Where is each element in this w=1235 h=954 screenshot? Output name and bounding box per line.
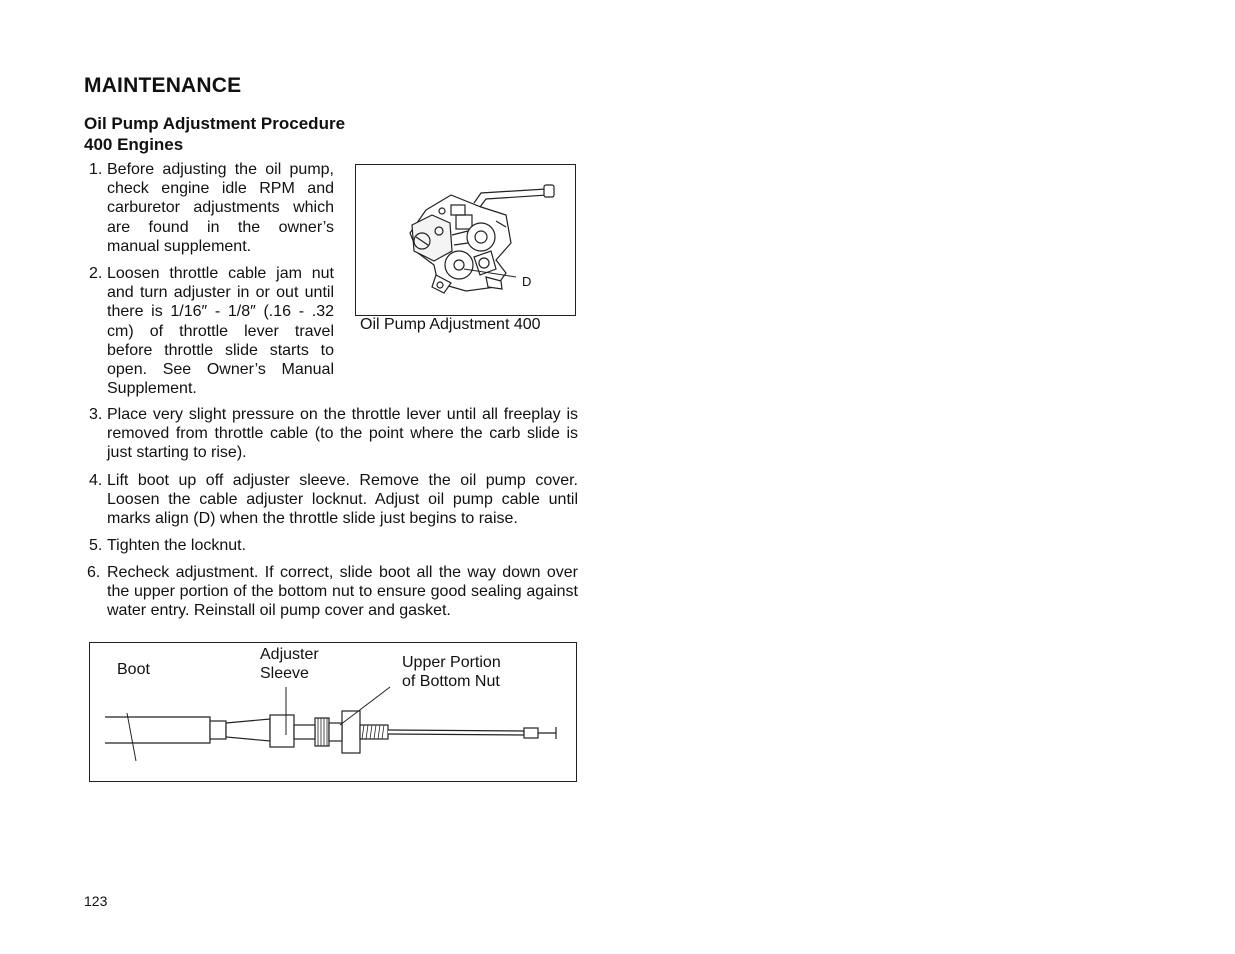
step-2: [89, 264, 334, 398]
step-text: Loosen throttle cable jam nut and turn adjuster in or out until there is 1/16″ - 1/8″ (.16 - .32 cm) of throttle lever travel before throttle slide starts to open. See Owner’s Manual Supplement.: [107, 265, 334, 398]
label-upper-line2: of Bottom Nut: [402, 673, 500, 690]
section-title: MAINTENANCE: [84, 74, 242, 97]
cable-adjuster-figure: [89, 642, 577, 782]
step-text: Recheck adjustment. If correct, slide boot all the way down over the upper portion of the bottom nut to ensure good sealing against water entry. Reinstall oil pump cover and gasket.: [107, 564, 578, 620]
figure-caption: Oil Pump Adjustment 400: [360, 316, 541, 333]
step-text: Lift boot up off adjuster sleeve. Remove the oil pump cover. Loosen the cable adjuster locknut. Adjust oil pump cable until marks align (D) when the throttle slide just begins to raise.: [107, 472, 578, 528]
step-4: [89, 471, 578, 529]
cable-illustration: [90, 643, 576, 781]
step-number: 3.: [89, 406, 103, 423]
oil-pump-illustration: [356, 165, 575, 315]
step-number: 6.: [87, 564, 101, 581]
label-adjuster-line2: Sleeve: [260, 665, 309, 682]
procedure-title-line2: 400 Engines: [84, 135, 184, 154]
step-text: Place very slight pressure on the throttle lever until all freeplay is removed from throttle cable (to the point where the carb slide is just starting to rise).: [107, 406, 578, 462]
page-number: 123: [84, 893, 108, 909]
label-adjuster-line1: Adjuster: [260, 646, 319, 663]
label-upper-line1: Upper Portion: [402, 654, 501, 671]
step-number: 1.: [89, 161, 103, 178]
procedure-title: [84, 113, 345, 155]
step-3: [89, 405, 578, 463]
procedure-title-line1: Oil Pump Adjustment Procedure: [84, 114, 346, 133]
step-6: [87, 563, 578, 621]
step-number: 2.: [89, 265, 103, 282]
step-number: 4.: [89, 472, 103, 489]
oil-pump-figure: [355, 164, 576, 316]
step-text: Tighten the locknut.: [107, 537, 247, 554]
step-text: Before adjusting the oil pump, check engine idle RPM and carburetor adjustments which are found in the owner’s manual supplement.: [107, 161, 334, 255]
label-boot: Boot: [117, 661, 150, 678]
step-number: 5.: [89, 537, 103, 554]
step-1: [89, 160, 334, 256]
step-5: [89, 536, 578, 555]
callout-d: D: [522, 274, 532, 289]
